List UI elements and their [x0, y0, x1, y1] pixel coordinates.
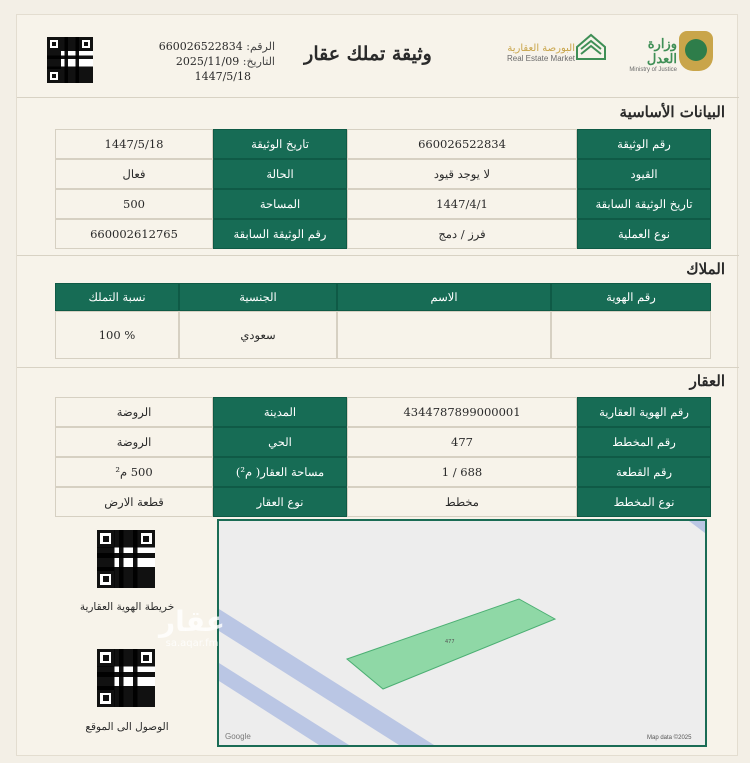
owners-header: نسبة التملك: [55, 283, 179, 311]
document-header: [17, 15, 739, 95]
google-logo: Google: [225, 732, 251, 741]
property-value: 688 / 1: [347, 457, 577, 487]
map-data-credit: Map data ©2025: [647, 735, 692, 741]
map-qr-label: خريطة الهوية العقارية: [79, 601, 175, 613]
basic-value: 660026522834: [347, 129, 577, 159]
basic-label: رقم الوثيقة: [577, 129, 711, 159]
location-qr-label: الوصول الى الموقع: [85, 721, 169, 733]
basic-value: 500: [55, 189, 213, 219]
property-value: الروضة: [55, 397, 213, 427]
rem-building-icon: [573, 29, 609, 65]
property-value: 500 م²: [55, 457, 213, 487]
qr-pattern: [47, 37, 93, 83]
property-map[interactable]: [217, 519, 707, 747]
rem-logo: [485, 43, 575, 83]
property-label: رقم القطعة: [577, 457, 711, 487]
property-value: قطعة الارض: [55, 487, 213, 517]
basic-value: 1447/4/1: [347, 189, 577, 219]
owners-header: الجنسية: [179, 283, 337, 311]
number-value: 660026522834: [158, 40, 243, 53]
map-qr-code[interactable]: [97, 530, 155, 588]
date-label: التاريخ:: [242, 55, 275, 68]
moj-logo-english: Ministry of Justice: [629, 67, 677, 73]
property-value: 4344787899000001: [347, 397, 577, 427]
date-hijri: 1447/5/18: [194, 70, 251, 83]
rem-logo-english: Real Estate Market: [506, 54, 575, 63]
basic-value: لا يوجد قيود: [347, 159, 577, 189]
moj-logo-arabic: وزارة العدل: [646, 37, 677, 67]
property-label: نوع العقار: [213, 487, 347, 517]
rem-logo-arabic: البورصة العقارية: [507, 43, 575, 54]
basic-label: المساحة: [213, 189, 347, 219]
basic-section-title: البيانات الأساسية: [619, 103, 725, 121]
basic-value: فعال: [55, 159, 213, 189]
basic-value: فرز / دمج: [347, 219, 577, 249]
property-label: مساحة العقار( م²): [213, 457, 347, 487]
header-qr-code[interactable]: [47, 37, 93, 83]
property-value: الروضة: [55, 427, 213, 457]
property-value: 477: [347, 427, 577, 457]
watermark-arabic: عقار: [159, 605, 225, 638]
property-label: نوع المخطط: [577, 487, 711, 517]
owner-name: [337, 311, 551, 359]
date-gregorian: 2025/11/09: [175, 55, 240, 68]
owners-section-title: الملاك: [686, 260, 725, 278]
basic-label: الحالة: [213, 159, 347, 189]
property-label: رقم الهوية العقارية: [577, 397, 711, 427]
owner-share: % 100: [55, 311, 179, 359]
owners-header: الاسم: [337, 283, 551, 311]
property-label: المدينة: [213, 397, 347, 427]
moj-logo: [617, 37, 677, 77]
owner-nationality: سعودي: [179, 311, 337, 359]
moj-emblem-icon: [679, 31, 713, 71]
basic-label: تاريخ الوثيقة السابقة: [577, 189, 711, 219]
basic-value: 1447/5/18: [55, 129, 213, 159]
map-canvas: [219, 521, 705, 745]
document-page: [16, 14, 738, 756]
basic-label: رقم الوثيقة السابقة: [213, 219, 347, 249]
owners-header: رقم الهوية: [551, 283, 711, 311]
number-label: الرقم:: [246, 40, 275, 53]
property-value: مخطط: [347, 487, 577, 517]
owner-id: [551, 311, 711, 359]
document-title: وثيقة تملك عقار: [304, 43, 432, 65]
property-section-title: العقار: [689, 372, 725, 390]
watermark-latin: sa.aqar.fm: [165, 638, 219, 649]
basic-label: القيود: [577, 159, 711, 189]
basic-label: نوع العملية: [577, 219, 711, 249]
property-label: رقم المخطط: [577, 427, 711, 457]
document-meta: [135, 39, 275, 84]
parcel-label: 477: [445, 639, 455, 645]
property-label: الحي: [213, 427, 347, 457]
location-qr-code[interactable]: [97, 649, 155, 707]
basic-value: 660002612765: [55, 219, 213, 249]
basic-label: تاريخ الوثيقة: [213, 129, 347, 159]
